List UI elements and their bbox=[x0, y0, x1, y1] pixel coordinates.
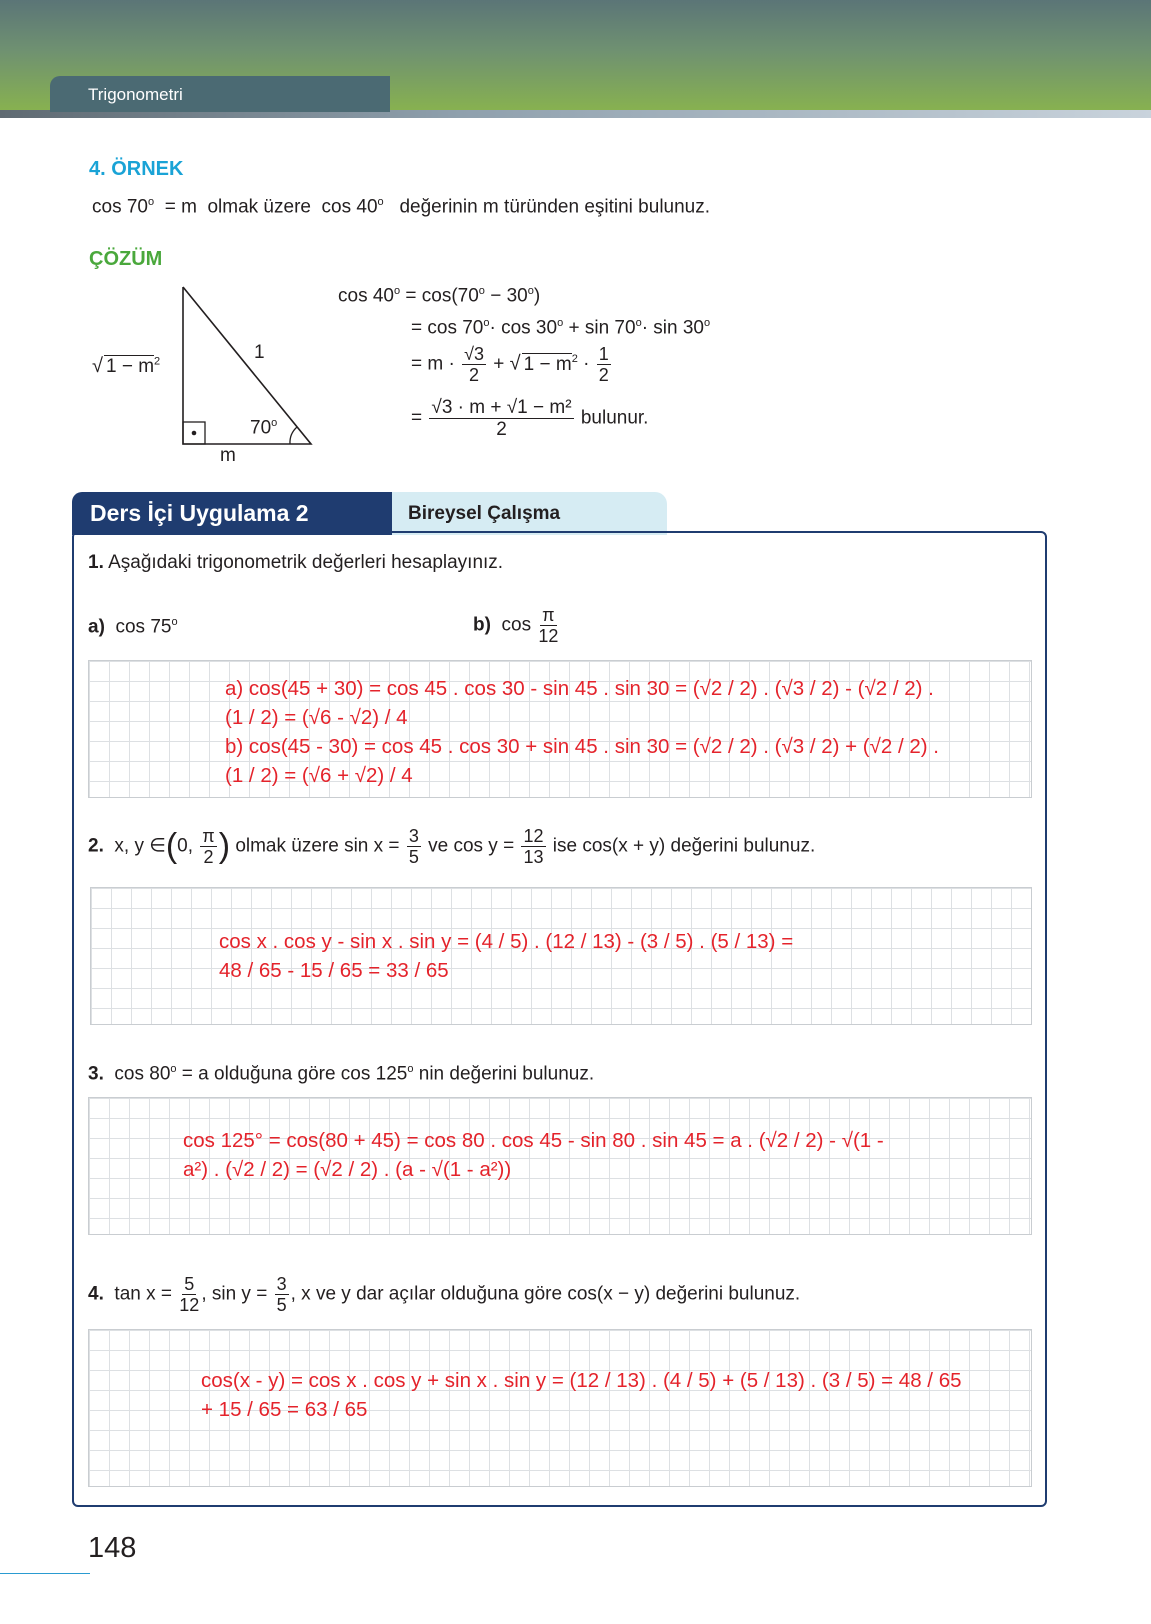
q2-answer-grid[interactable] bbox=[90, 887, 1032, 1025]
banner-lesson-practice: Ders İçi Uygulama 2 bbox=[72, 492, 392, 535]
solution-line-4: = $\frac{\text{√3 · m + √1 − m²}}{2}$ bulunur. bbox=[411, 397, 649, 440]
solution-line-1: $\cos 40^o = \cos(70^o - 30^o)$ bbox=[338, 285, 541, 307]
solution-line-2: = $\cos 70^o\cdot \cos 30^o + \sin 70^o\cdot \sin 30^o$ bbox=[411, 317, 711, 339]
q1-part-b: b) cos $\frac{\pi}{12}$ bbox=[473, 605, 559, 646]
q2-answer-text: cos x . cos y - sin x . sin y = (4 / 5) . (12 / 13) - (3 / 5) . (5 / 13) = 48 / 65 - 15 / 65 = 33 / 65 bbox=[219, 930, 794, 982]
chapter-title: Trigonometri bbox=[88, 85, 183, 104]
q2-prompt: 2. x, y ∈(0, $\frac{\pi}{2}$ ) olmak üzere sin x = $\frac{3}{5}$ ve cos y = $\frac{12}{13}$ ise cos(x + y) değerini bulunuz. bbox=[88, 826, 816, 867]
solution-title: ÇÖZÜM bbox=[89, 248, 163, 270]
q4-answer-text: cos(x - y) = cos x . cos y + sin x . sin y = (12 / 13) . (4 / 5) + (5 / 13) . (3 / 5) = 48 / 65 + 15 / 65 = 63 / 65 bbox=[201, 1369, 962, 1421]
triangle-edges bbox=[183, 287, 311, 444]
q3-answer-grid[interactable] bbox=[88, 1097, 1032, 1235]
q1-answer-grid[interactable] bbox=[88, 660, 1032, 798]
example-title: 4. ÖRNEK bbox=[89, 158, 184, 180]
q4-prompt: 4. tan x = $\frac{5}{12}$ , sin y = $\frac{3}{5}$ , x ve y dar açılar olduğuna göre cos(x − y) değerini bulunuz. bbox=[88, 1274, 801, 1315]
footer-line bbox=[0, 1573, 90, 1574]
triangle-side-left: √ $1 - m^2$ bbox=[92, 355, 161, 377]
triangle-angle: 70$^o$ bbox=[250, 417, 278, 439]
triangle-hypotenuse: 1 bbox=[254, 342, 265, 363]
q1-part-a: a) cos 75$^o$ bbox=[88, 616, 178, 638]
angle-arc bbox=[290, 427, 297, 444]
right-angle-dot bbox=[192, 431, 197, 436]
q1-prompt: 1. Aşağıdaki trigonometrik değerleri hesaplayınız. bbox=[88, 552, 504, 573]
solution-line-3: = m · $\frac{√3}{2}$ + √ $1 - m^2$ · $\frac{1}{2}$ bbox=[411, 344, 609, 385]
right-triangle-diagram bbox=[175, 282, 315, 452]
q3-answer-text: cos 125° = cos(80 + 45) = cos 80 . cos 45 - sin 80 . sin 45 = a . (√2 / 2) - √(1 - a²) . (√2 / 2) = (√2 / 2) . (a - √(1 - a²)) bbox=[183, 1129, 884, 1181]
page-number: 148 bbox=[88, 1532, 137, 1564]
q1-answer-text: a) cos(45 + 30) = cos 45 . cos 30 - sin 45 . sin 30 = (√2 / 2) . (√3 / 2) - (√2 / 2) . (1 / 2) = (√6 - √2) / 4 b) cos(45 - 30) = cos 45 . cos 30 + sin 45 . sin 30 = (√2 / 2) . (√3 / 2) + (√2 / 2) . (1 / 2) = (√6 + √2) / 4 bbox=[225, 677, 939, 787]
triangle-base: m bbox=[220, 445, 236, 466]
example-question: cos 70$^o$ = m olmak üzere cos 40$^o$ değerinin m türünden eşitini bulunuz. bbox=[92, 196, 711, 218]
banner-individual-work: Bireysel Çalışma bbox=[392, 492, 667, 535]
chapter-tab bbox=[50, 76, 390, 112]
q4-answer-grid[interactable] bbox=[88, 1329, 1032, 1487]
q3-prompt: 3. $\cos 80^o = a$ olduğuna göre cos 125$^o$ nin değerini bulunuz. bbox=[88, 1063, 595, 1085]
